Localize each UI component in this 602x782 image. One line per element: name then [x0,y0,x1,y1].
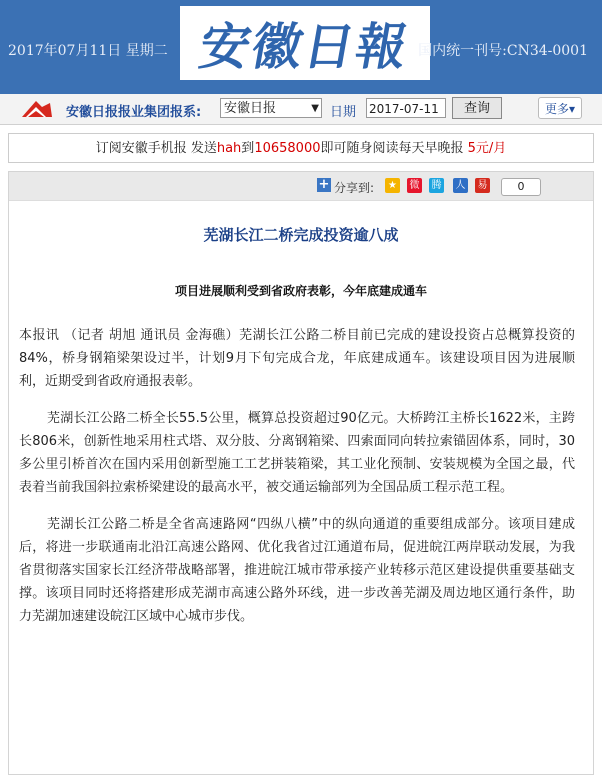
article-paragraph: 芜湖长江公路二桥是全省高速路网“四纵八横”中的纵向通道的重要组成部分。该项目建成后，将进一步联通南北沿江高速公路网、优化我省过江通道布局，促进皖江两岸联动发展，为我省贯彻落实国家长江经济带战略部署，推进皖江城市带承接产业转移示范区建设提供重要基础支撑。该项目同时还将搭建形成芜湖市高速公路外环线，进一步改善芜湖及周边地区通行条件，助力芜湖加速建设皖江区域中心城市步伐。 [19,517,575,624]
toolbar [0,94,602,125]
newspaper-logo[interactable]: 安徽日報 [180,6,430,80]
query-button[interactable]: 查询 [452,97,502,119]
newspaper-select[interactable]: 安徽日报 ▼ [220,98,322,118]
renren-icon[interactable]: 人 [453,178,468,193]
share-label: 分享到: [334,181,375,195]
date-label: 日期 [330,105,357,120]
date-input[interactable]: 2017-07-11 [366,98,446,118]
group-logo-icon[interactable] [20,97,54,119]
article-title: 芜湖长江二桥完成投资逾八成 [203,226,399,244]
article-paragraph: 芜湖长江公路二桥全长55.5公里，概算总投资超过90亿元。大桥跨江主桥长1622米，主跨长806米，创新性地采用柱式塔、双分肢、分离钢箱梁、四索面同向转拉索锚固体系，同时，30多公里引桥首次在国内采用创新型施工工艺拼装箱梁，其工业化预制、安装规模为全国之最，代表着当前我国斜拉索桥梁建设的最高水平，被交通运输部列为全国品质工程示范工程。 [19,411,575,495]
more-button[interactable]: 更多▾ [538,97,582,119]
tencent-weibo-icon[interactable]: 腾 [429,178,444,193]
article-paragraph: 本报讯 （记者 胡旭 通讯员 金海礁）芜湖长江公路二桥目前已完成的建设投资占总概算投资的84%，桥身钢箱梁架设过半，计划9月下旬完成合龙，年底建成通车。该建设项目因为进展顺利，近期受到省政府通报表彰。 [19,328,575,389]
issue-date: 2017年07月11日 星期二 [8,43,168,59]
newspaper-group-label: 安徽日报报业集团报系: [66,105,202,120]
mobile-subscription-banner[interactable]: 订阅安徽手机报 发送hah到10658000即可随身阅读每天早晚报 5元/月 [8,133,594,163]
chevron-down-icon: ▼ [311,103,319,114]
issn-number: 国内统一刊号:CN34-0001 [418,43,588,59]
article-subtitle: 项目进展顺利受到省政府表彰，今年底建成通车 [174,284,427,298]
article-body [19,324,575,642]
share-plus-icon[interactable]: + [318,177,330,192]
share-bar [9,172,593,201]
weibo-icon[interactable]: 微 [407,178,422,193]
share-count: 0 [501,178,541,196]
article-panel [8,171,594,775]
masthead [0,0,602,94]
netease-icon[interactable]: 易 [475,178,490,193]
qzone-icon[interactable]: ★ [385,178,400,193]
